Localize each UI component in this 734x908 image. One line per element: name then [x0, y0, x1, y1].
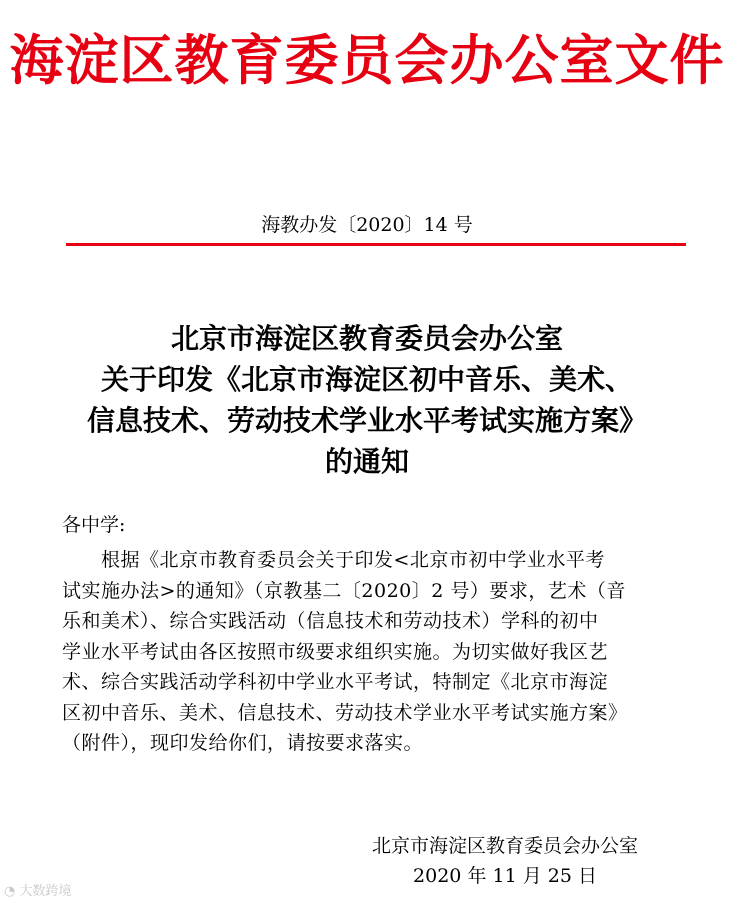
signature-block: [330, 831, 680, 891]
body-line: 乐和美术）、综合实践活动（信息技术和劳动技术）学科的初中: [62, 610, 599, 632]
body-paragraph: [62, 545, 674, 759]
signature-org: 北京市海淀区教育委员会办公室: [371, 835, 638, 857]
body-line: （附件），现印发给你们，请按要求落实。: [62, 732, 424, 754]
watermark-icon: ◔: [4, 884, 16, 899]
red-divider-line: [66, 243, 686, 246]
watermark-logo: [4, 880, 72, 899]
signature-date: 2020 年 11 月 25 日: [413, 865, 597, 887]
title-line: 的通知: [324, 445, 409, 478]
body-line: 术、综合实践活动学科初中学业水平考试，特制定《北京市海淀: [62, 671, 609, 693]
notice-title: [0, 318, 734, 482]
salutation: 各中学:: [62, 514, 126, 536]
watermark-text: 大数跨境: [19, 884, 72, 899]
document-number: 海教办发〔2020〕14 号: [261, 214, 473, 236]
title-line: 关于印发《北京市海淀区初中音乐、美术、: [100, 363, 633, 396]
body-line: 学业水平考试由各区按照市级要求组织实施。为切实做好我区艺: [62, 640, 609, 663]
letterhead-title: 海淀区教育委员会办公室文件: [9, 28, 725, 92]
body-line: 区初中音乐、美术、信息技术、劳动技术学业水平考试实施方案》: [62, 701, 628, 724]
body-line: 试实施办法>的通知》（京教基二〔2020〕2 号）要求，艺术（音: [62, 579, 626, 602]
body-line: 根据《北京市教育委员会关于印发<北京市初中学业水平考: [62, 549, 605, 571]
title-line: 信息技术、劳动技术学业水平考试实施方案》: [86, 404, 647, 437]
title-line: 北京市海淀区教育委员会办公室: [170, 322, 563, 355]
